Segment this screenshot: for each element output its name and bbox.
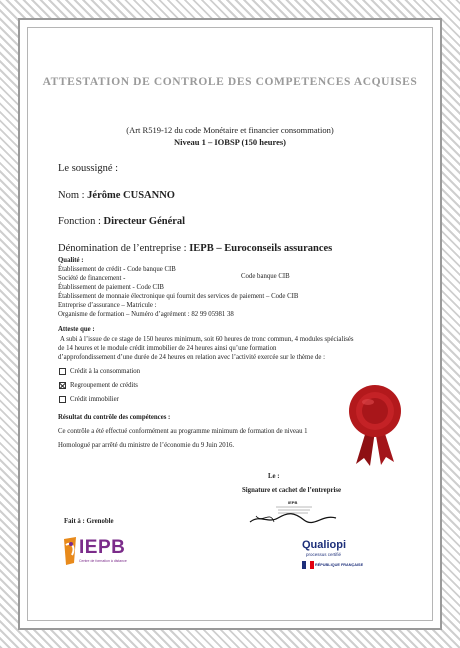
denomination-value: IEPB – Euroconseils assurances xyxy=(189,243,333,254)
iepb-logo-text: IEPB xyxy=(79,537,126,558)
soussigne-label: Le soussigné : xyxy=(58,163,119,174)
qualiopi-logo xyxy=(300,537,372,575)
iepb-logo xyxy=(62,535,142,567)
signature-label: Signature et cachet de l’entreprise xyxy=(242,487,342,494)
checkbox-regroupement-credits[interactable] xyxy=(59,382,66,389)
certificate-title: ATTESTATION DE CONTROLE DES COMPETENCES ACQUISES xyxy=(42,76,418,88)
fonction-label: Fonction : xyxy=(58,216,101,227)
checkbox-credit-immobilier[interactable] xyxy=(59,396,66,403)
option-label: Regroupement de crédits xyxy=(70,382,138,389)
iepb-logo-tagline: Centre de formation à distance xyxy=(79,559,127,563)
atteste-line: A subi à l’issue de ce stage de 150 heures minimum, soit 60 heures de tronc commun, 4 modules spécialisés xyxy=(60,336,354,343)
resultat-line: Homologué par arrêté du ministre de l’économie du 9 Juin 2016. xyxy=(58,442,235,449)
resultat-heading: Résultat du contrôle des compétences : xyxy=(58,414,171,421)
nom-label: Nom : xyxy=(58,190,85,201)
resultat-line: Ce contrôle a été effectué conformément au programme minimum de formation de niveau 1 xyxy=(58,428,308,435)
level-label: Niveau 1 – IOBSP (150 heures) xyxy=(173,137,286,147)
qualite-line: Organisme de formation – Numéro d’agrément : 82 99 05981 38 xyxy=(58,311,234,318)
atteste-line: d’approfondissement d’une durée de 24 heures en relation avec l’activité exercée sur le thème de : xyxy=(58,354,326,361)
stamp-name: IEPB xyxy=(288,500,298,505)
denomination-row xyxy=(58,243,332,254)
date-label: Le : xyxy=(268,473,280,480)
nom-row xyxy=(58,190,175,201)
qualite-line: Entreprise d’assurance – Matricule : xyxy=(58,302,157,309)
qualiopi-sub: processus certifié xyxy=(306,552,342,557)
qualite-line: Établissement de crédit - Code banque CIB xyxy=(58,266,176,273)
french-flag-icon xyxy=(302,561,314,569)
qualite-heading: Qualité : xyxy=(58,257,84,264)
qualite-line: Société de financement - xyxy=(58,275,126,282)
legal-reference: (Art R519-12 du code Monétaire et financier consommation) xyxy=(126,125,334,135)
qualiopi-logo-text: Qualiopi xyxy=(302,539,346,551)
option-label: Crédit immobilier xyxy=(70,396,119,403)
nom-value: Jérôme CUSANNO xyxy=(87,190,175,201)
atteste-line: de 14 heures et le module crédit immobilier de 24 heures ainsi qu’une formation xyxy=(58,345,277,352)
fait-a-label: Fait à : Grenoble xyxy=(64,518,114,525)
option-label: Crédit à la consommation xyxy=(70,368,141,375)
checkbox-credit-consommation[interactable] xyxy=(59,368,66,375)
qualite-line: Établissement de monnaie électronique qui fournit des services de paiement – Code CIB xyxy=(58,293,299,300)
wax-seal-icon xyxy=(340,378,410,468)
signature-stamp-icon xyxy=(248,496,340,526)
fonction-row xyxy=(58,216,185,227)
republique-francaise-label: RÉPUBLIQUE FRANÇAISE xyxy=(315,563,364,567)
qualite-line: Établissement de paiement - Code CIB xyxy=(58,284,164,291)
denomination-label: Dénomination de l’entreprise : xyxy=(58,243,187,254)
fonction-value: Directeur Général xyxy=(103,216,186,227)
atteste-heading: Atteste que : xyxy=(58,326,95,333)
qualite-side-note: Code banque CIB xyxy=(241,273,290,280)
